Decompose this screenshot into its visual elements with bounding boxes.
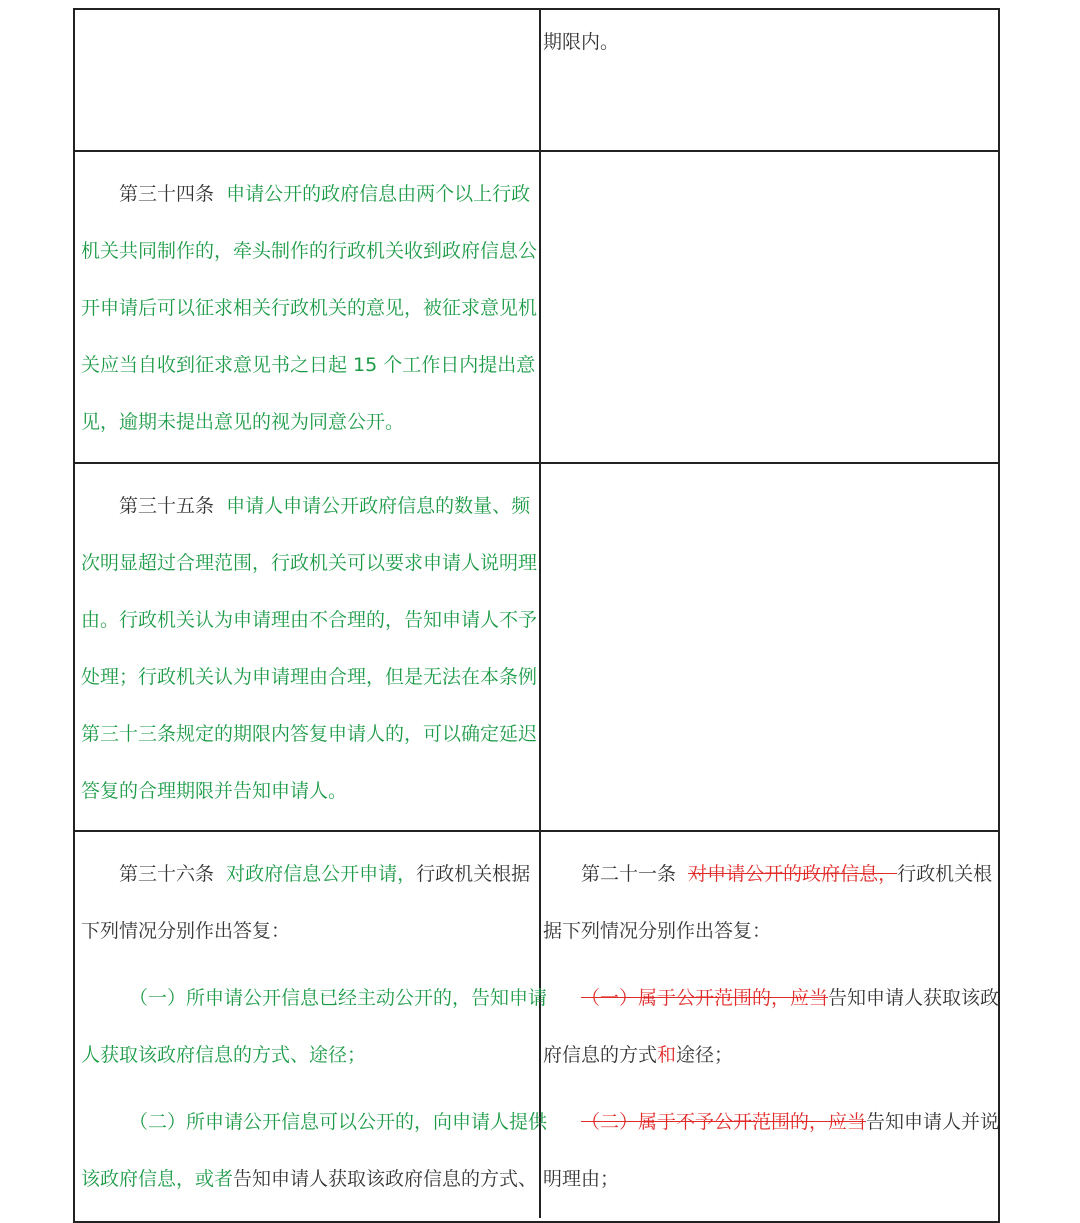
article-text: 行政机关根: [897, 863, 993, 885]
article-text: 据下列情况分别作出答复：: [543, 920, 772, 942]
article-text: 行政机关根据: [416, 863, 531, 885]
clause-text: 人获取该政府信息的方式、途径；: [81, 1044, 367, 1066]
article-text: 申请公开的政府信息由两个以上行政: [226, 183, 531, 205]
deleted-text: 对申请公开的政府信息，: [688, 863, 898, 885]
article-text: 机关共同制作的，牵头制作的行政机关收到政府信息公: [81, 240, 538, 262]
article-heading: 第三十六条: [119, 863, 215, 885]
article-text: 下列情况分别作出答复：: [81, 920, 291, 942]
article-text-added: 对政府信息公开申请，: [226, 863, 417, 885]
article-text: 见，逾期未提出意见的视为同意公开。: [81, 411, 405, 433]
article-heading: 第三十四条: [119, 183, 215, 205]
row3-left-cell: [81, 478, 538, 820]
article-text: 答复的合理期限并告知申请人。: [81, 780, 348, 802]
article-text: 由。行政机关认为申请理由不合理的，告知申请人不予: [81, 609, 538, 631]
article-text: 开申请后可以征求相关行政机关的意见，被征求意见机: [81, 297, 538, 319]
deleted-text: （二）属于不予公开范围的，应当: [581, 1111, 867, 1133]
clause-text: （一）所申请公开信息已经主动公开的，告知申请: [129, 987, 548, 1009]
article-text: 申请人申请公开政府信息的数量、频: [226, 495, 531, 517]
changed-text: 和: [657, 1044, 677, 1066]
deleted-text: （一）属于公开范围的，应当: [581, 987, 829, 1009]
clause-text: 明理由；: [543, 1168, 620, 1190]
row1-right-cell: [543, 14, 997, 71]
clause-text-added: 该政府信息，或者: [81, 1168, 234, 1190]
article-text: 关应当自收到征求意见书之日起 15 个工作日内提出意: [81, 354, 536, 376]
article-text: 次明显超过合理范围，行政机关可以要求申请人说明理: [81, 552, 538, 574]
row4-left-cell: [81, 846, 548, 1208]
row-divider: [73, 150, 1000, 152]
article-heading: 第三十五条: [119, 495, 215, 517]
clause-text: 告知申请人并说: [866, 1111, 1000, 1133]
clause-text: 途径；: [676, 1044, 734, 1066]
article-heading: 第二十一条: [581, 863, 677, 885]
clause-text: 告知申请人获取该政: [828, 987, 1000, 1009]
column-divider: [539, 8, 541, 1218]
clause-text: 告知申请人获取该政府信息的方式、: [233, 1168, 538, 1190]
row2-left-cell: [81, 166, 538, 451]
row4-right-cell: [543, 846, 1000, 1208]
row1-right-text: 期限内。: [543, 31, 620, 53]
row-divider: [73, 462, 1000, 464]
article-text: 第三十三条规定的期限内答复申请人的，可以确定延迟: [81, 723, 538, 745]
clause-text: 府信息的方式: [543, 1044, 658, 1066]
clause-text: （二）所申请公开信息可以公开的，向申请人提供: [129, 1111, 548, 1133]
article-text: 处理；行政机关认为申请理由合理，但是无法在本条例: [81, 666, 538, 688]
row-divider: [73, 830, 1000, 832]
